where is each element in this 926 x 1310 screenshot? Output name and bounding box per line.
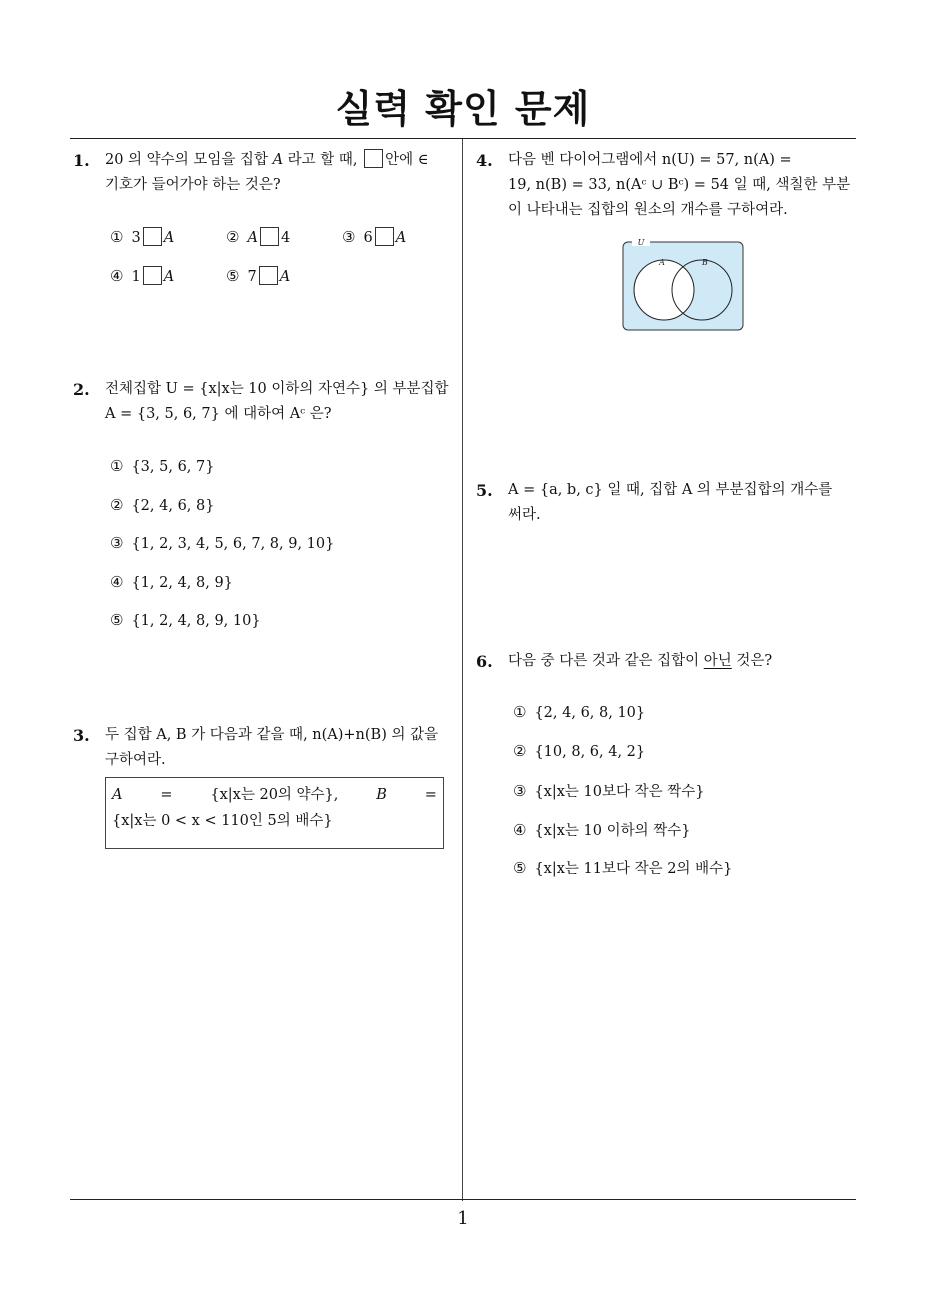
blank-box	[143, 266, 162, 285]
option-1[interactable]: ① 3 A	[110, 228, 175, 246]
option-3[interactable]: ③ 6 A	[342, 228, 407, 246]
question-2	[73, 377, 455, 427]
blank-box	[364, 149, 383, 168]
set-a-label: A	[659, 258, 665, 267]
question-text: 다음 벤 다이어그램에서 n(U) = 57, n(A) = 19, n(B) = 33, n(Aᶜ ∪ Bᶜ) = 54 일 때, 색칠한 부분 이 나타내는 집합의 원소의 개수를 구하여라.	[508, 152, 851, 218]
top-rule	[70, 138, 856, 139]
given-line-1: A = {x|x는 20의 약수}, B =	[112, 787, 437, 803]
option-4[interactable]: ④ {1, 2, 4, 8, 9}	[110, 573, 233, 591]
question-number: 2.	[73, 380, 90, 399]
blank-box	[259, 266, 278, 285]
question-3	[73, 723, 455, 773]
blank-box	[143, 227, 162, 246]
question-5	[476, 478, 858, 528]
column-divider	[462, 139, 463, 1201]
given-sets-box	[105, 777, 444, 849]
option-2[interactable]: ② A 4	[226, 228, 291, 246]
set-b-label: B	[702, 258, 708, 267]
universe-label: U	[637, 238, 645, 247]
question-number: 1.	[73, 151, 90, 170]
emphasis-underline: 아닌	[703, 653, 732, 669]
option-1[interactable]: ① {2, 4, 6, 8, 10}	[513, 703, 646, 721]
question-text: 다음 중 다른 것과 같은 집합이 아닌 것은?	[508, 653, 773, 669]
given-line-2: {x|x는 0 < x < 110인 5의 배수}	[112, 813, 333, 829]
question-number: 4.	[476, 151, 493, 170]
question-6	[476, 649, 858, 674]
set-a-circle	[634, 260, 694, 320]
page-title: 실력 확인 문제	[335, 87, 591, 131]
option-2[interactable]: ② {2, 4, 6, 8}	[110, 496, 215, 514]
question-text: 두 집합 A, B 가 다음과 같을 때, n(A)+n(B) 의 값을 구하여라.	[105, 727, 439, 768]
venn-diagram	[622, 238, 744, 332]
option-3[interactable]: ③ {x|x는 10보다 작은 짝수}	[513, 782, 705, 800]
option-5[interactable]: ⑤ {x|x는 11보다 작은 2의 배수}	[513, 859, 733, 877]
question-1	[73, 148, 455, 198]
option-1[interactable]: ① {3, 5, 6, 7}	[110, 457, 215, 475]
option-2[interactable]: ② {10, 8, 6, 4, 2}	[513, 742, 646, 760]
option-5[interactable]: ⑤ {1, 2, 4, 8, 9, 10}	[110, 611, 261, 629]
blank-box	[260, 227, 279, 246]
option-4[interactable]: ④ {x|x는 10 이하의 짝수}	[513, 821, 691, 839]
question-number: 6.	[476, 652, 493, 671]
question-number: 5.	[476, 481, 493, 500]
page-number: 1	[457, 1208, 469, 1229]
question-text: 20 의 약수의 모임을 집합 A 라고 할 때, 안에 ∈ 기호가 들어가야 하는 것은?	[105, 148, 455, 198]
question-number: 3.	[73, 726, 90, 745]
bottom-rule	[70, 1199, 856, 1200]
blank-box	[375, 227, 394, 246]
option-4[interactable]: ④ 1 A	[110, 267, 175, 285]
question-text: 전체집합 U = {x|x는 10 이하의 자연수} 의 부분집합 A = {3, 5, 6, 7} 에 대하여 Aᶜ 은?	[105, 381, 449, 422]
question-4	[476, 148, 858, 223]
option-3[interactable]: ③ {1, 2, 3, 4, 5, 6, 7, 8, 9, 10}	[110, 534, 335, 552]
option-5[interactable]: ⑤ 7 A	[226, 267, 291, 285]
question-text: A = {a, b, c} 일 때, 집합 A 의 부분집합의 개수를 써라.	[508, 482, 833, 523]
